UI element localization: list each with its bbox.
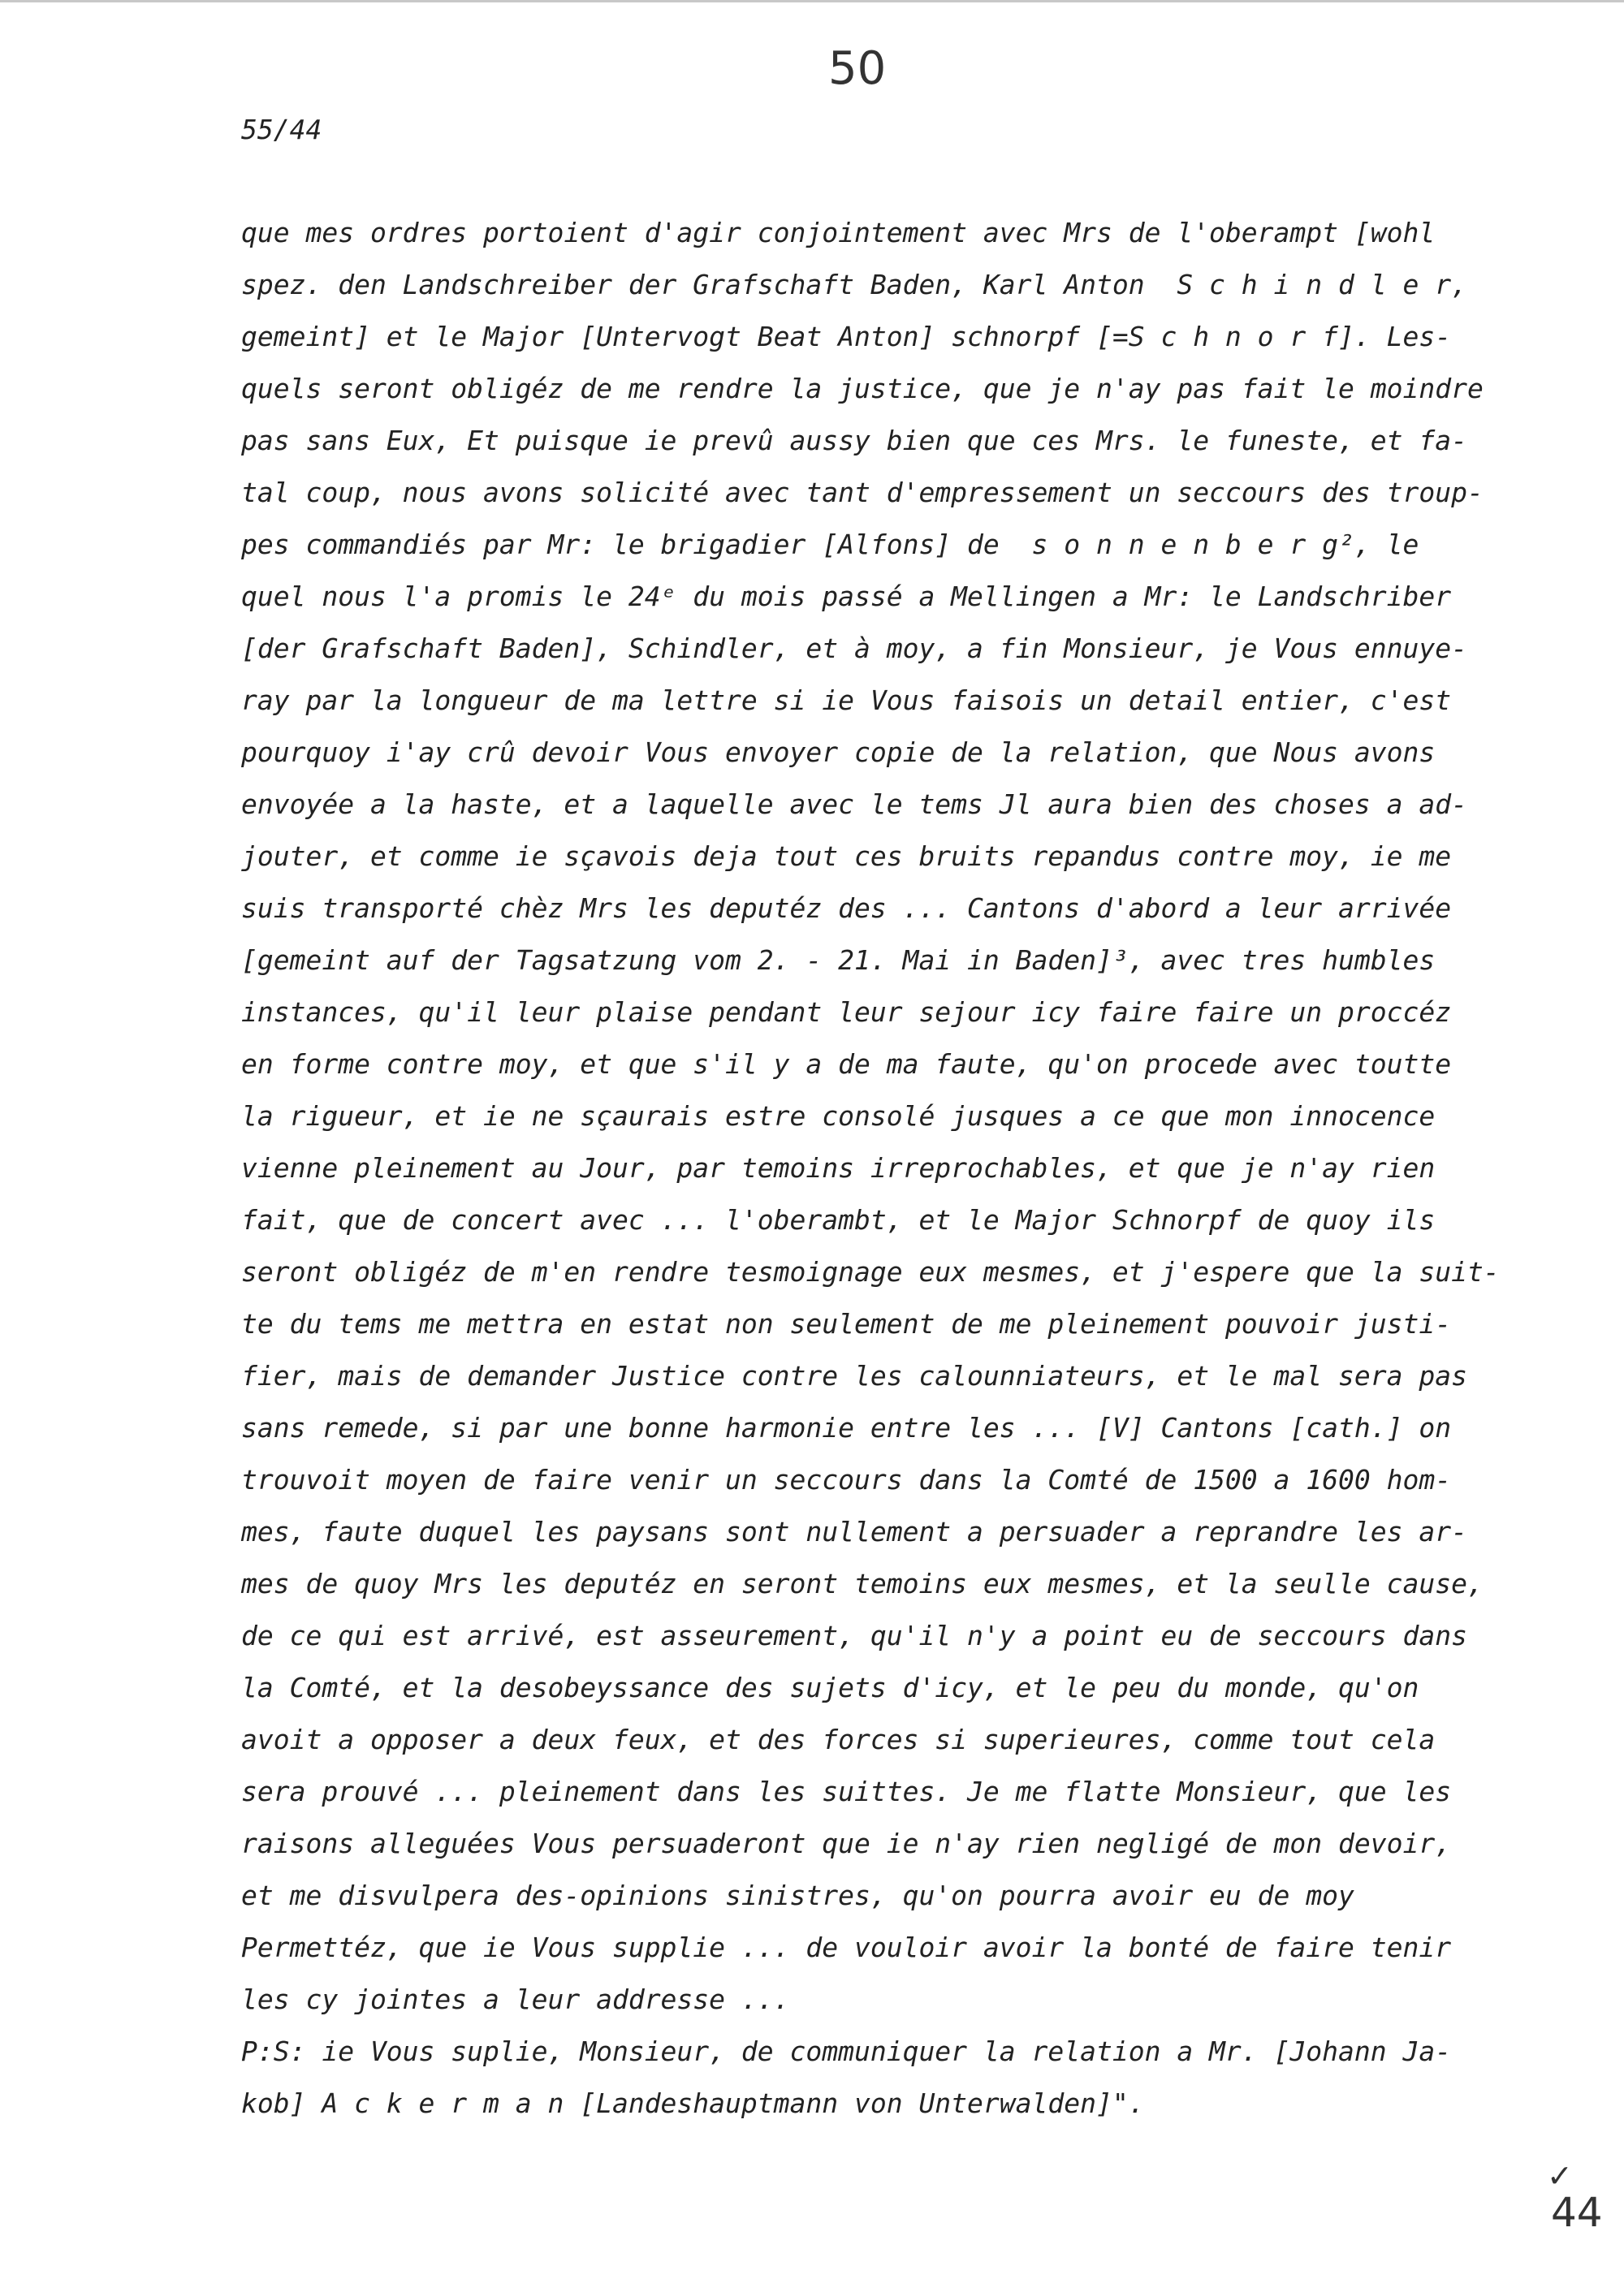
check-mark-icon: ✓ (1547, 2158, 1573, 2194)
text-line: envoyée a la haste, et a laquelle avec le tems Jl aura bien des choses a ad- (241, 788, 1467, 820)
text-line: trouvoit moyen de faire venir un seccours dans la Comté de 1500 a 1600 hom- (241, 1464, 1452, 1496)
corner-archive-mark: 44 (1551, 2189, 1603, 2236)
text-line: pes commandiés par Mr: le brigadier [Alfons] de s o n n e n b e r g², le (241, 529, 1419, 560)
text-line: kob] A c k e r m a n [Landeshauptmann von Unterwalden]". (241, 2087, 1145, 2119)
text-line: P:S: ie Vous suplie, Monsieur, de communiquer la relation a Mr. [Johann Ja- (241, 2035, 1452, 2067)
text-line: sera prouvé ... pleinement dans les suittes. Je me flatte Monsieur, que les (241, 1776, 1452, 1807)
text-line: [gemeint auf der Tagsatzung vom 2. - 21. Mai in Baden]³, avec tres humbles (241, 944, 1436, 976)
text-line: mes de quoy Mrs les deputéz en seront temoins eux mesmes, et la seulle cause, (241, 1568, 1484, 1599)
text-line: fier, mais de demander Justice contre les calounniateurs, et le mal sera pas (241, 1360, 1467, 1392)
text-line: Permettéz, que ie Vous supplie ... de vouloir avoir la bonté de faire tenir (241, 1932, 1452, 1963)
text-line: de ce qui est arrivé, est asseurement, qu'il n'y a point eu de seccours dans (241, 1620, 1467, 1651)
text-line: gemeint] et le Major [Untervogt Beat Anton] schnorpf [=S c h n o r f]. Les- (241, 321, 1452, 352)
text-line: et me disvulpera des-opinions sinistres, qu'on pourra avoir eu de moy (241, 1880, 1354, 1911)
text-line: jouter, et comme ie sçavois deja tout ces bruits repandus contre moy, ie me (241, 840, 1452, 872)
text-line: vienne pleinement au Jour, par temoins irreprochables, et que je n'ay rien (241, 1152, 1436, 1184)
text-line: les cy jointes a leur addresse ... (241, 1984, 790, 2015)
text-line: instances, qu'il leur plaise pendant leur sejour icy faire faire un proccéz (241, 996, 1452, 1028)
page-top-border (0, 0, 1624, 2)
text-line: la Comté, et la desobeyssance des sujets d'icy, et le peu du monde, qu'on (241, 1672, 1419, 1703)
text-line: spez. den Landschreiber der Grafschaft Baden, Karl Anton S c h i n d l e r, (241, 269, 1467, 300)
text-line: seront obligéz de m'en rendre tesmoignage eux mesmes, et j'espere que la suit- (241, 1256, 1500, 1288)
text-line: la rigueur, et ie ne sçaurais estre consolé jusques a ce que mon innocence (241, 1100, 1436, 1132)
text-line: [der Grafschaft Baden], Schindler, et à moy, a fin Monsieur, je Vous ennuye- (241, 632, 1467, 664)
text-line: mes, faute duquel les paysans sont nullement a persuader a reprandre les ar- (241, 1516, 1467, 1548)
folio-number: 55/44 (241, 114, 322, 145)
text-line: pourquoy i'ay crû devoir Vous envoyer copie de la relation, que Nous avons (241, 736, 1436, 768)
text-line: pas sans Eux, Et puisque ie prevû aussy bien que ces Mrs. le funeste, et fa- (241, 425, 1467, 456)
letter-body (241, 207, 1622, 2130)
text-line: en forme contre moy, et que s'il y a de ma faute, qu'on procede avec toutte (241, 1048, 1452, 1080)
text-line: quels seront obligéz de me rendre la justice, que je n'ay pas fait le moindre (241, 373, 1484, 404)
text-line: te du tems me mettra en estat non seulement de me pleinement pouvoir justi- (241, 1308, 1452, 1340)
text-line: quel nous l'a promis le 24ᵉ du mois passé a Mellingen a Mr: le Landschriber (241, 581, 1452, 612)
text-line: raisons alleguées Vous persuaderont que ie n'ay rien negligé de mon devoir, (241, 1828, 1452, 1859)
text-line: ray par la longueur de ma lettre si ie Vous faisois un detail entier, c'est (241, 684, 1452, 716)
text-line: suis transporté chèz Mrs les deputéz des ... Cantons d'abord a leur arrivée (241, 892, 1452, 924)
text-line: fait, que de concert avec ... l'oberambt, et le Major Schnorpf de quoy ils (241, 1204, 1436, 1236)
text-line: sans remede, si par une bonne harmonie entre les ... [V] Cantons [cath.] on (241, 1412, 1452, 1444)
text-line: que mes ordres portoient d'agir conjointement avec Mrs de l'oberampt [wohl (241, 217, 1436, 248)
text-line: tal coup, nous avons solicité avec tant d'empressement un seccours des troup- (241, 477, 1484, 508)
page-number: 50 (828, 42, 887, 95)
text-line: avoit a opposer a deux feux, et des forces si superieures, comme tout cela (241, 1724, 1436, 1755)
